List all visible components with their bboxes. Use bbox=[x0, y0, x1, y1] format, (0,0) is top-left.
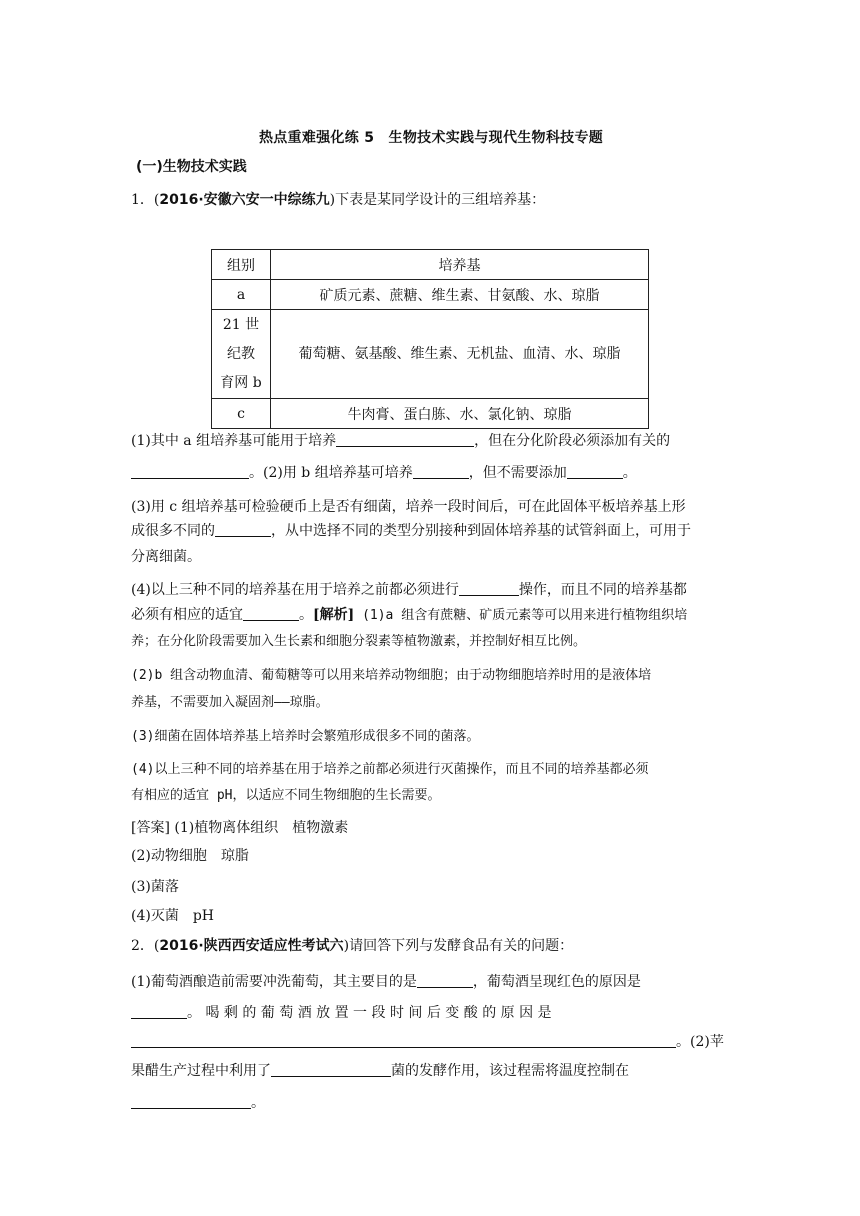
answer-line: (4)灭菌 pH bbox=[131, 908, 215, 924]
explanation-line: (2)b 组含动物血清、葡萄糖等可以用来培养动物细胞；由于动物细胞培养时用的是液体培 bbox=[131, 668, 652, 683]
text-line: 必须有相应的适宜 。[解析] (1)a 组含有蔗糖、矿质元素等可以用来进行植物组织培 bbox=[131, 607, 688, 623]
question-source: 2016·陕西西安适应性考试六 bbox=[159, 938, 344, 954]
text-line: 分离细菌。 bbox=[131, 549, 201, 565]
answer-blank bbox=[417, 973, 473, 988]
text-line: 。(2)用 b 组培养基可培养 ，但不需要添加 。 bbox=[131, 463, 731, 483]
explanation-line: 养；在分化阶段需要加入生长素和细胞分裂素等植物激素，并控制好相互比例。 bbox=[131, 634, 587, 649]
answer-blank bbox=[336, 432, 474, 447]
answer-blank bbox=[131, 464, 249, 479]
table-cell-group: c bbox=[212, 399, 271, 429]
table-cell-content: 矿质元素、蔗糖、维生素、甘氨酸、水、琼脂 bbox=[271, 280, 649, 310]
table-row bbox=[212, 280, 649, 310]
question-2-stem bbox=[131, 936, 573, 956]
page-title: 热点重难强化练 5 生物技术实践与现代生物科技专题 bbox=[258, 130, 604, 146]
table-header-row bbox=[212, 250, 649, 280]
answer-blank bbox=[131, 1004, 187, 1019]
table-cell-content: 牛肉膏、蛋白胨、水、氯化钠、琼脂 bbox=[271, 399, 649, 429]
section-heading: (一)生物技术实践 bbox=[136, 159, 247, 175]
answer-line: (3)菌落 bbox=[131, 879, 179, 895]
answer-blank bbox=[271, 1062, 391, 1077]
question-1-stem bbox=[131, 190, 545, 210]
explanation-line: 有相应的适宜 pH，以适应不同生物细胞的生长需要。 bbox=[131, 788, 441, 803]
question-text: )下表是某同学设计的三组培养基： bbox=[329, 192, 546, 208]
table-cell-group: a bbox=[212, 280, 271, 310]
question-source: 2016·安徽六安一中综练九 bbox=[159, 192, 330, 208]
answer-blank bbox=[413, 464, 469, 479]
answer-line: (2)动物细胞 琼脂 bbox=[131, 848, 249, 864]
text-line: 。 喝 剩 的 葡 萄 酒 放 置 一 段 时 间 后 变 酸 的 原 因 是 bbox=[131, 1003, 731, 1023]
text-line: (1)其中 a 组培养基可能用于培养 ，但在分化阶段必须添加有关的 bbox=[131, 433, 671, 449]
table-header-cell: 培养基 bbox=[271, 250, 649, 280]
answer-blank bbox=[567, 464, 623, 479]
table-row bbox=[212, 310, 649, 399]
answer-line: [答案] (1)植物离体组织 植物激素 bbox=[131, 820, 349, 836]
answer-blank bbox=[131, 1033, 676, 1048]
answer-label: [答案] bbox=[131, 820, 170, 836]
table-cell-group: 21 世 纪教 育网 b bbox=[212, 310, 271, 399]
question-number: 2．( bbox=[131, 938, 160, 954]
answer-blank bbox=[131, 1094, 251, 1109]
culture-media-table bbox=[211, 249, 649, 429]
explanation-line: 养基，不需要加入凝固剂——琼脂。 bbox=[131, 695, 329, 710]
text-line: 。 bbox=[131, 1093, 731, 1113]
answer-blank bbox=[215, 522, 271, 537]
explanation-line: (3)细菌在固体培养基上培养时会繁殖形成很多不同的菌落。 bbox=[131, 729, 480, 744]
text-line: 。(2)苹 bbox=[131, 1032, 731, 1052]
text-line: 成很多不同的 ，从中选择不同的类型分别接种到固体培养基的试管斜面上，可用于 bbox=[131, 523, 691, 539]
text-line: (4)以上三种不同的培养基在用于培养之前都必须进行 操作，而且不同的培养基都 bbox=[131, 582, 687, 598]
text-line: (3)用 c 组培养基可检验硬币上是否有细菌，培养一段时间后，可在此固体平板培养基上形 bbox=[131, 499, 686, 515]
question-number: 1．( bbox=[131, 192, 160, 208]
answer-blank bbox=[243, 606, 299, 621]
text-line: 果醋生产过程中利用了 菌的发酵作用，该过程需将温度控制在 bbox=[131, 1063, 629, 1079]
question-text: )请回答下列与发酵食品有关的问题： bbox=[343, 938, 574, 954]
text-line: (1)葡萄酒酿造前需要冲洗葡萄，其主要目的是 ，葡萄酒呈现红色的原因是 bbox=[131, 974, 641, 990]
table-row bbox=[212, 399, 649, 429]
analysis-label: [解析] bbox=[313, 607, 355, 623]
answer-blank bbox=[459, 581, 519, 596]
explanation-line: (4)以上三种不同的培养基在用于培养之前都必须进行灭菌操作，而且不同的培养基都必须 bbox=[131, 762, 649, 777]
table-header-cell: 组别 bbox=[212, 250, 271, 280]
table-cell-content: 葡萄糖、氨基酸、维生素、无机盐、血清、水、琼脂 bbox=[271, 310, 649, 399]
